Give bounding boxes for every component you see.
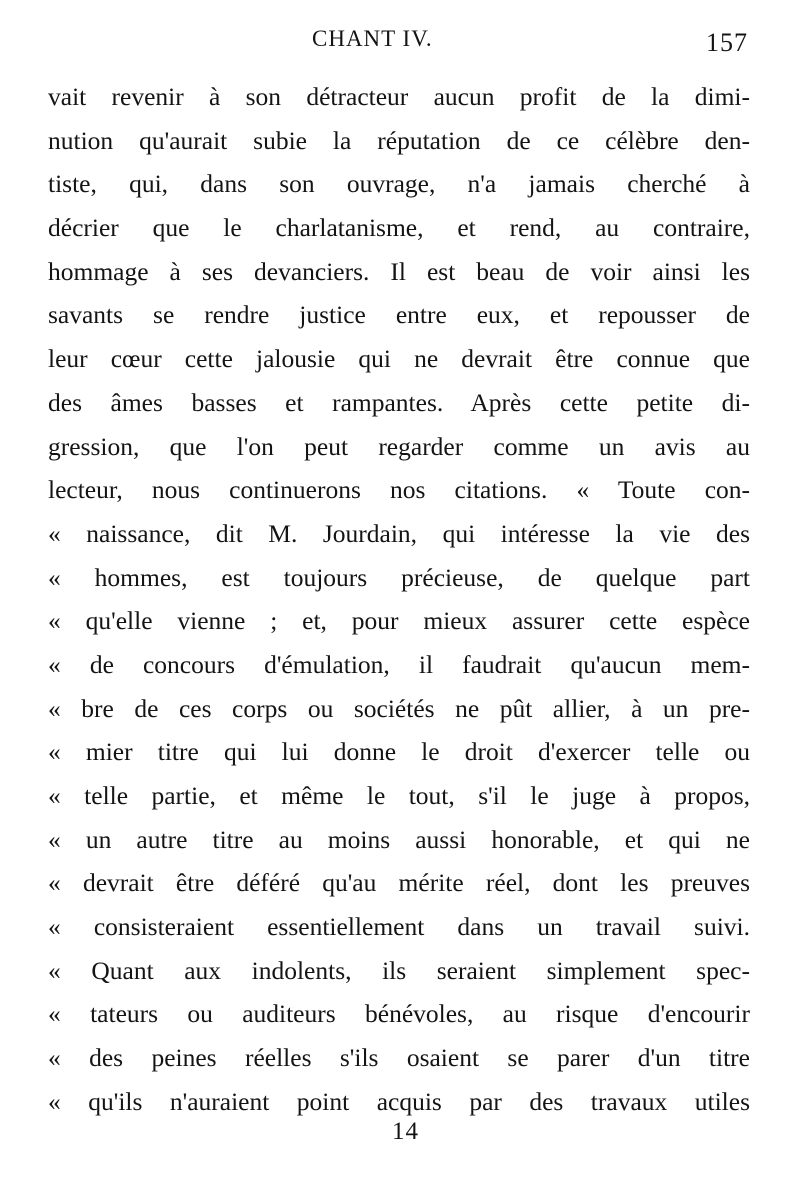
text-line: « de concours d'émulation, il faudrait qu'aucun mem- xyxy=(48,649,750,679)
text-line: hommage à ses devanciers. Il est beau de voir ainsi les xyxy=(48,256,750,286)
text-line: tiste, qui, dans son ouvrage, n'a jamais cherché à xyxy=(48,169,750,199)
text-line: « des peines réelles s'ils osaient se parer d'un titre xyxy=(48,1043,750,1073)
text-line: « hommes, est toujours précieuse, de quelque part xyxy=(48,562,750,592)
text-line: « consisteraient essentiellement dans un travail suivi. xyxy=(48,912,750,942)
text-line: vait revenir à son détracteur aucun profit de la dimi- xyxy=(48,82,750,111)
text-line: « un autre titre au moins aussi honorable, et qui ne xyxy=(48,824,750,854)
signature-mark: 14 xyxy=(392,1118,419,1145)
text-line: « mier titre qui lui donne le droit d'exercer telle ou xyxy=(48,737,750,767)
chapter-title: CHANT IV. xyxy=(312,26,433,51)
running-head xyxy=(48,22,748,62)
text-line: lecteur, nous continuerons nos citations. « Toute con- xyxy=(48,475,750,505)
text-line: « naissance, dit M. Jourdain, qui intéresse la vie des xyxy=(48,518,750,548)
text-line: gression, que l'on peut regarder comme un avis au xyxy=(48,431,750,461)
text-line: « bre de ces corps ou sociétés ne pût allier, à un pre- xyxy=(48,693,750,723)
text-line: décrier que le charlatanisme, et rend, au contraire, xyxy=(48,213,750,243)
text-line: nution qu'aurait subie la réputation de ce célèbre den- xyxy=(48,125,750,155)
body-text xyxy=(48,75,750,1124)
text-line: des âmes basses et rampantes. Après cette petite di- xyxy=(48,387,750,417)
text-line: « telle partie, et même le tout, s'il le juge à propos, xyxy=(48,781,750,810)
text-line: « devrait être déféré qu'au mérite réel, dont les preuves xyxy=(48,868,750,898)
text-line: « Quant aux indolents, ils seraient simplement spec- xyxy=(48,955,750,985)
text-line: « qu'ils n'auraient point acquis par des travaux utiles xyxy=(48,1086,750,1116)
page-number: 157 xyxy=(706,28,748,57)
text-line: leur cœur cette jalousie qui ne devrait être connue que xyxy=(48,344,750,374)
text-line: « tateurs ou auditeurs bénévoles, au risque d'encourir xyxy=(48,999,750,1029)
text-line: « qu'elle vienne ; et, pour mieux assurer cette espèce xyxy=(48,606,750,636)
text-line: savants se rendre justice entre eux, et repousser de xyxy=(48,300,750,330)
